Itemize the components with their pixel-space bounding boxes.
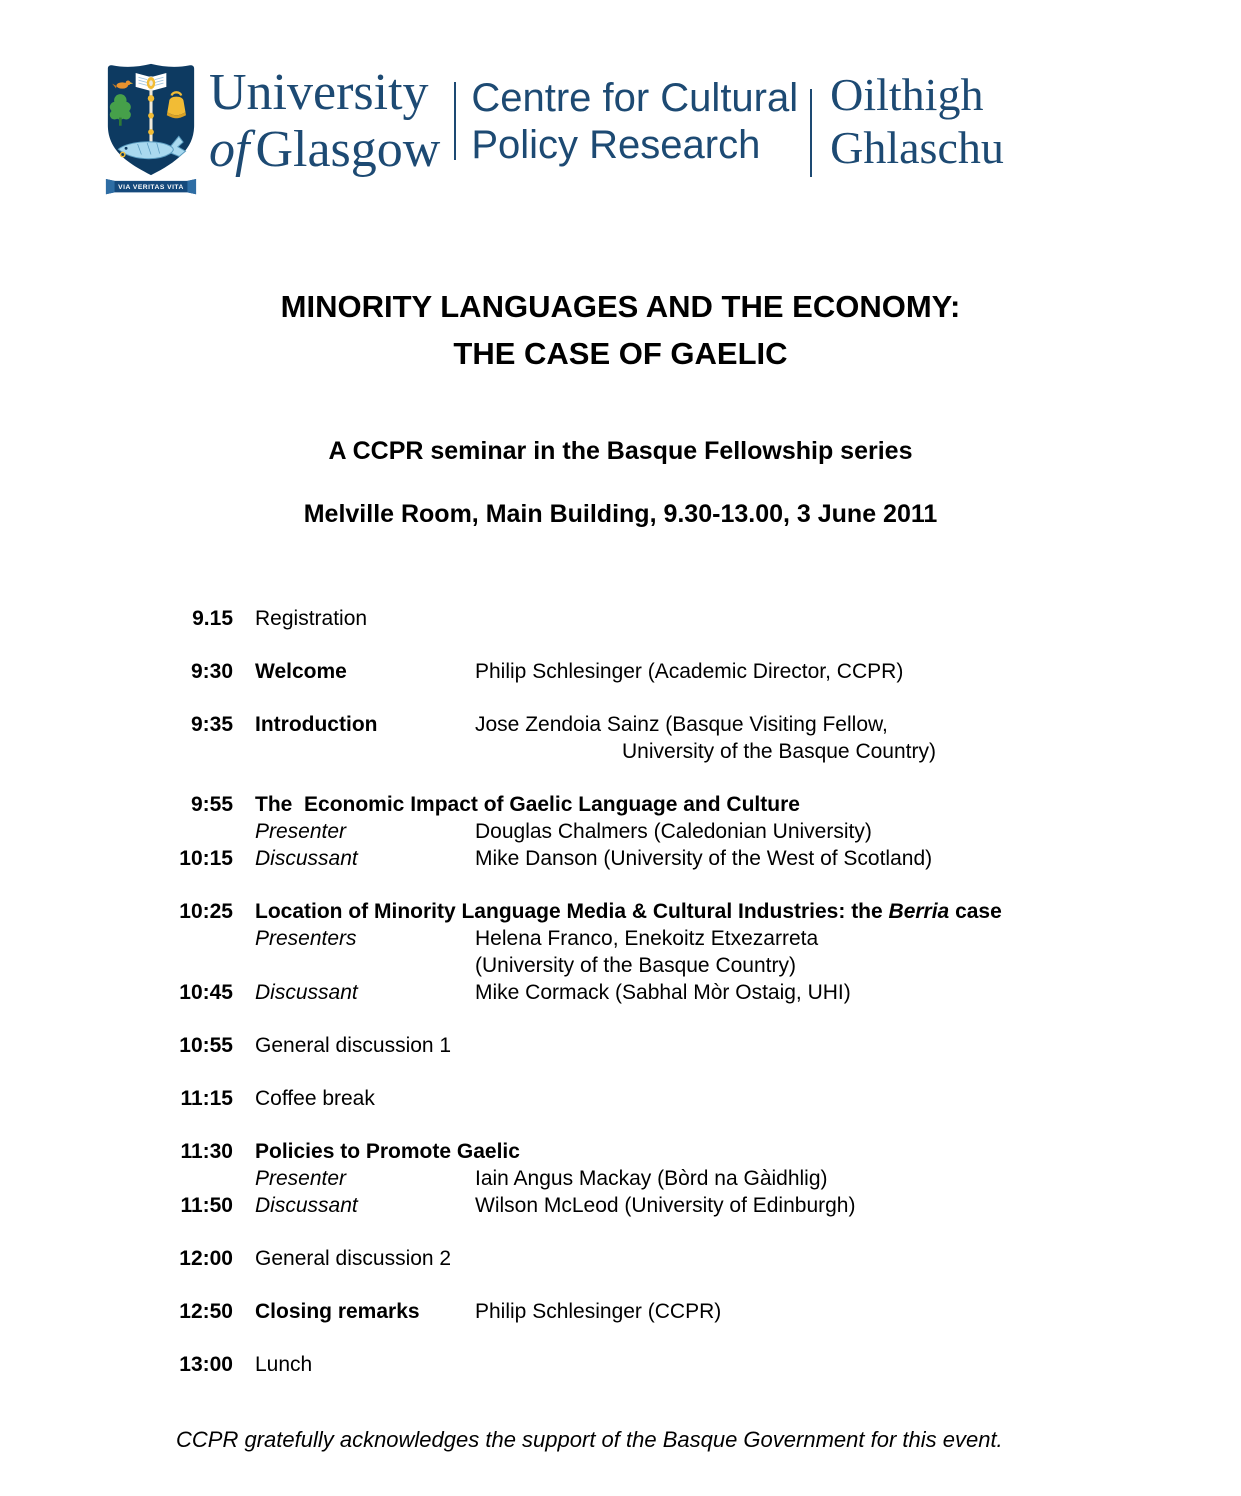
university-wordmark-line2 <box>209 121 440 178</box>
time-cell: 11:30 <box>180 1140 233 1163</box>
item-cell: Coffee break <box>255 1087 375 1110</box>
speaker-cell: Helena Franco, Enekoitz Etxezarreta <box>475 927 819 950</box>
header-logo-row <box>0 0 1241 201</box>
session-title-cell: Policies to Promote Gaelic <box>255 1140 520 1163</box>
university-wordmark-line1: University <box>209 64 429 121</box>
role-cell: Discussant <box>255 981 358 1004</box>
crest-motto: VIA VERITAS VITA <box>118 184 184 192</box>
schedule-row-welcome <box>175 658 1181 685</box>
logo-divider <box>810 89 812 177</box>
acknowledgement-note: CCPR gratefully acknowledges the support of the Basque Government for this event. <box>176 1427 1003 1452</box>
schedule-row-session2-title <box>175 898 1181 925</box>
schedule-row-session3-discussant <box>175 1192 1181 1219</box>
item-cell: General discussion 2 <box>255 1247 452 1270</box>
schedule-row-closing <box>175 1298 1181 1325</box>
schedule-row-session2-presenters <box>175 925 1181 952</box>
time-cell: 12:50 <box>179 1300 233 1323</box>
speaker-cell: Jose Zendoia Sainz (Basque Visiting Fellow, <box>475 713 888 736</box>
series-subtitle: A CCPR seminar in the Basque Fellowship series <box>328 437 913 465</box>
speaker-cell: Mike Danson (University of the West of Scotland) <box>475 847 933 870</box>
speaker-cell-continuation: (University of the Basque Country) <box>475 954 796 977</box>
time-cell: 12:00 <box>179 1247 233 1270</box>
schedule-row-session1-discussant <box>175 845 1181 872</box>
time-cell: 13:00 <box>179 1353 233 1376</box>
time-cell <box>175 1165 233 1192</box>
time-cell: 9:35 <box>190 713 233 736</box>
gaelic-wordmark <box>830 68 1004 174</box>
university-crest-icon <box>103 62 199 201</box>
gaelic-wordmark-line1: Oilthigh <box>830 69 984 120</box>
venue-subtitle: Melville Room, Main Building, 9.30-13.00, 3 June 2011 <box>303 500 938 528</box>
speaker-cell: Philip Schlesinger (CCPR) <box>475 1300 722 1323</box>
speaker-cell: Douglas Chalmers (Caledonian University) <box>475 820 872 843</box>
time-cell: 9:30 <box>190 660 233 683</box>
time-cell: 9.15 <box>192 607 233 630</box>
time-cell <box>175 818 233 845</box>
time-cell: 10:55 <box>179 1034 233 1057</box>
time-cell: 9:55 <box>190 793 233 816</box>
item-cell: Introduction <box>255 713 378 736</box>
logo-divider <box>454 82 456 160</box>
university-wordmark-glasgow: Glasgow <box>255 121 441 178</box>
role-cell: Presenter <box>255 820 347 843</box>
speaker-cell-continuation: University of the Basque Country) <box>622 740 936 763</box>
schedule-row-discussion2 <box>175 1245 1181 1272</box>
role-cell: Presenters <box>255 927 357 950</box>
event-title <box>0 283 1241 377</box>
schedule-row-introduction-cont <box>175 738 1181 765</box>
schedule-row-session2-presenters-cont <box>175 952 1181 979</box>
speaker-cell: Wilson McLeod (University of Edinburgh) <box>475 1194 856 1217</box>
schedule-row-session1-title <box>175 791 1181 818</box>
university-wordmark <box>209 64 440 178</box>
speaker-cell: Philip Schlesinger (Academic Director, CCPR) <box>475 660 904 683</box>
time-cell: 10:45 <box>179 981 233 1004</box>
centre-name-line2: Policy Research <box>471 123 761 167</box>
schedule <box>0 605 1241 1378</box>
speaker-cell: Mike Cormack (Sabhal Mòr Ostaig, UHI) <box>475 981 851 1004</box>
item-cell: Lunch <box>255 1353 313 1376</box>
event-title-line2: THE CASE OF GAELIC <box>453 336 788 371</box>
centre-name <box>471 75 798 169</box>
speaker-cell: Iain Angus Mackay (Bòrd na Gàidhlig) <box>475 1167 828 1190</box>
time-cell <box>175 925 233 952</box>
centre-name-line1: Centre for Cultural <box>471 76 799 120</box>
time-cell: 11:50 <box>180 1194 233 1217</box>
role-cell: Discussant <box>255 1194 358 1217</box>
university-wordmark-of: of <box>209 121 250 178</box>
role-cell: Presenter <box>255 1167 347 1190</box>
schedule-row-session3-presenter <box>175 1165 1181 1192</box>
time-cell: 10:15 <box>179 847 233 870</box>
session-title-cell: Location of Minority Language Media & Cultural Industries: the Berria case <box>255 900 1002 923</box>
item-cell: Closing remarks <box>255 1300 420 1323</box>
role-cell: Discussant <box>255 847 358 870</box>
schedule-row-session3-title <box>175 1138 1181 1165</box>
item-cell: Welcome <box>255 660 347 683</box>
event-title-line1: MINORITY LANGUAGES AND THE ECONOMY: <box>280 289 961 324</box>
schedule-row-registration <box>175 605 1181 632</box>
item-cell: General discussion 1 <box>255 1034 452 1057</box>
schedule-row-lunch <box>175 1351 1181 1378</box>
schedule-row-coffee <box>175 1085 1181 1112</box>
schedule-row-introduction <box>175 711 1181 738</box>
gaelic-wordmark-line2: Ghlaschu <box>830 122 1004 173</box>
session-title-cell: The Economic Impact of Gaelic Language and Culture <box>255 793 800 816</box>
schedule-row-session2-discussant <box>175 979 1181 1006</box>
time-cell: 11:15 <box>180 1087 233 1110</box>
schedule-row-discussion1 <box>175 1032 1181 1059</box>
item-cell: Registration <box>255 607 368 630</box>
time-cell: 10:25 <box>179 900 233 923</box>
schedule-row-session1-presenter <box>175 818 1181 845</box>
